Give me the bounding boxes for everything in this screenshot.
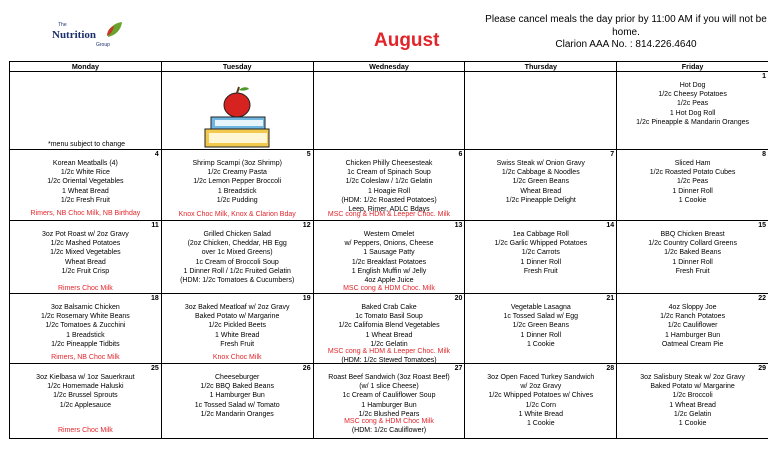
menu-item: 3oz Pot Roast w/ 2oz Gravy — [42, 231, 129, 238]
day-cell — [313, 72, 465, 150]
menu-item: 1/2c Cheesy Potatoes — [658, 91, 727, 99]
menu-item: 1 Wheat Bread — [62, 187, 109, 195]
menu-items — [10, 150, 161, 205]
menu-item: 1c Cream of Spinach Soup — [347, 169, 431, 177]
menu-item: Hot Dog — [679, 82, 706, 89]
menu-item: w/ 2oz Gravy — [520, 383, 562, 391]
milk-note: MSC cong & HDM Choc Milk — [344, 418, 434, 425]
day-cell — [313, 364, 465, 439]
menu-item: 1/2c Blushed Pears — [358, 410, 420, 418]
menu-item: 1/2c Cauliflower — [667, 322, 718, 330]
day-number: 25 — [151, 365, 159, 372]
menu-item: 1 Breadstick — [217, 187, 257, 195]
week-row — [10, 72, 768, 150]
menu-item: 1 English Muffin w/ Jelly — [351, 267, 427, 275]
menu-item: 1/2c Ranch Potatoes — [660, 313, 726, 321]
day-cell — [161, 294, 313, 364]
menu-item: 1 Wheat Bread — [669, 401, 716, 409]
day-cell — [465, 221, 617, 294]
day-number: 26 — [302, 365, 311, 372]
menu-item: Roast Beef Sandwich (3oz Roast Beef) — [328, 374, 450, 381]
menu-item: Grilled Chicken Salad — [203, 231, 271, 238]
menu-items — [10, 294, 161, 349]
menu-item: 1 White Bread — [518, 410, 563, 418]
milk-note: Rimers, NB Choc Milk, NB Birthday — [30, 210, 141, 217]
menu-item: 1/2c Gelatin — [673, 410, 712, 418]
day-cell — [617, 364, 768, 439]
menu-items — [10, 364, 161, 410]
menu-calendar — [9, 61, 768, 439]
menu-item: Baked Crab Cake — [361, 304, 417, 311]
day-cell — [10, 364, 162, 439]
menu-item: (HDM: 1/2c Tomatoes & Cucumbers) — [180, 277, 295, 285]
menu-item: 1/2c BBQ Baked Beans — [200, 383, 274, 391]
menu-item: BBQ Chicken Breast — [660, 231, 725, 238]
day-cell — [10, 294, 162, 364]
menu-item: 1/2c Carrots — [521, 249, 560, 257]
phone-number: Clarion AAA No. : 814.226.4640 — [555, 39, 697, 50]
menu-items — [162, 364, 313, 419]
milk-note: Rimers, NB Choc Milk — [51, 354, 120, 361]
menu-item: Leep, Rimer, ADLC Bdays — [348, 206, 430, 214]
day-cell — [10, 221, 162, 294]
menu-items — [314, 72, 465, 81]
day-number: 6 — [458, 151, 463, 158]
menu-item: (w/ 1 slice Cheese) — [359, 383, 419, 391]
menu-item: 1/2c Peas — [677, 100, 709, 108]
menu-item: 1/2c Rosemary White Beans — [41, 313, 130, 321]
menu-item: 1/2c Broccoli — [672, 392, 713, 400]
menu-item: Wheat Bread — [64, 258, 106, 266]
hdm-note: (HDM: 1/2c Cauliflower) — [351, 427, 427, 434]
menu-item: 1/2c Brussel Sprouts — [53, 392, 118, 400]
menu-item: 1/2c Green Beans — [512, 178, 569, 186]
menu-item: Baked Potato w/ Margarine — [194, 313, 280, 321]
day-cell — [161, 364, 313, 439]
week-row — [10, 150, 768, 221]
day-cell — [465, 364, 617, 439]
week-row — [10, 221, 768, 294]
menu-item: 3oz Salisbury Steak w/ 2oz Gravy — [640, 374, 745, 381]
menu-item: 1/2c Creamy Pasta — [207, 169, 267, 177]
menu-item: 1 Dinner Roll — [520, 331, 562, 339]
menu-items — [465, 364, 616, 428]
menu-item: 1c Tossed Salad w/ Tomato — [194, 401, 280, 409]
menu-item: 1 Wheat Bread — [365, 331, 413, 339]
menu-items — [465, 150, 616, 205]
menu-item: Shrimp Scampi (3oz Shrimp) — [192, 160, 282, 167]
menu-item: 4oz Apple Juice — [364, 277, 414, 285]
day-number: 19 — [302, 295, 311, 302]
day-cell — [617, 221, 768, 294]
menu-item: 1 Dinner Roll — [672, 187, 713, 195]
day-number: 20 — [454, 295, 463, 302]
week-row — [10, 364, 768, 439]
menu-item: 1/2c Roasted Potato Cubes — [649, 169, 736, 177]
menu-items — [10, 221, 161, 276]
menu-items — [314, 150, 465, 214]
menu-item: 1/2c Pudding — [216, 196, 258, 204]
menu-item: Swiss Steak w/ Onion Gravy — [496, 160, 585, 167]
nutrition-group-logo — [52, 22, 132, 50]
menu-item: 1 Hamburger Bun — [209, 392, 265, 400]
menu-item: 3oz Balsamic Chicken — [50, 304, 120, 311]
menu-item: 1/2c Mashed Potatoes — [50, 240, 121, 248]
milk-note: Knox Choc Milk, Knox & Clarion Bday — [178, 211, 296, 218]
day-cell — [313, 150, 465, 221]
milk-note: Rimers Choc Milk — [57, 427, 113, 434]
day-number: 13 — [454, 222, 463, 229]
menu-item: Sliced Ham — [674, 160, 711, 167]
menu-items — [465, 294, 616, 349]
menu-item: 1/2c Peas — [677, 178, 709, 186]
menu-item: 1c Tomato Basil Soup — [355, 313, 423, 321]
menu-item: 1 Sausage Patty — [363, 249, 415, 257]
menu-item: (2oz Chicken, Cheddar, HB Egg — [187, 240, 287, 248]
menu-item: Oatmeal Cream Pie — [661, 340, 724, 348]
milk-note: Knox Choc Milk — [212, 354, 262, 361]
day-cell — [465, 72, 617, 150]
hdm-note: (HDM: 1/2c Stewed Tomatoes) — [341, 357, 437, 364]
day-number: 5 — [306, 151, 311, 158]
day-number: 8 — [762, 151, 766, 158]
menu-item: 1/2c Pineapple & Mandarin Oranges — [636, 118, 750, 126]
menu-item: 1 Dinner Roll — [672, 258, 713, 266]
day-cell — [161, 221, 313, 294]
weekday-monday: Monday — [10, 62, 162, 72]
logo-the: The — [58, 22, 67, 28]
day-cell — [465, 150, 617, 221]
day-number: 22 — [758, 295, 766, 302]
menu-item: 1/2c Fresh Fruit — [60, 196, 110, 204]
menu-item: 1/2c Pineapple Delight — [505, 196, 576, 204]
menu-items — [314, 364, 465, 419]
day-number: 29 — [758, 365, 766, 372]
day-cell — [161, 150, 313, 221]
menu-item: 1/2c Pickled Beets — [208, 322, 266, 330]
menu-item: 1/2c Baked Beans — [664, 249, 721, 257]
weekday-friday: Friday — [617, 62, 768, 72]
menu-items — [162, 294, 313, 349]
day-number: 7 — [610, 151, 615, 158]
menu-subject-note: *menu subject to change — [48, 140, 126, 148]
menu-item: 1/2c Mixed Vegetables — [50, 249, 121, 257]
menu-item: 1 Cookie — [678, 420, 707, 428]
menu-items — [10, 72, 161, 81]
menu-item: Baked Potato w/ Margarine — [650, 383, 735, 391]
weekday-wednesday: Wednesday — [313, 62, 465, 72]
menu-item: Fresh Fruit — [675, 267, 710, 275]
menu-item: 1 Dinner Roll / 1/2c Fruited Gelatin — [183, 267, 291, 275]
menu-item: Wheat Bread — [520, 187, 562, 195]
day-cell — [617, 72, 768, 150]
menu-item: 1/2c Garlic Whipped Potatoes — [494, 240, 588, 248]
menu-items — [162, 221, 313, 285]
menu-item: w/ Peppers, Onions, Cheese — [344, 240, 434, 248]
menu-item: 1/2c Whipped Potatoes w/ Chives — [488, 392, 594, 400]
weekday-header-row — [10, 62, 768, 72]
menu-items — [465, 72, 616, 81]
weekday-tuesday: Tuesday — [161, 62, 313, 72]
notice-line-1: Please cancel meals the day prior by 11:00 AM if you will not be — [485, 14, 767, 25]
menu-item: 1/2c Fruit Crisp — [61, 267, 110, 275]
day-cell — [313, 221, 465, 294]
menu-item: over 1c Mixed Greens) — [201, 249, 273, 257]
day-number: 28 — [606, 365, 615, 372]
menu-items — [617, 294, 768, 349]
apple-books-icon — [203, 85, 271, 149]
day-cell — [617, 150, 768, 221]
leaf-icon — [104, 20, 124, 38]
menu-item: 1/2c White Rice — [60, 169, 110, 177]
menu-item: 1 Hamburger Bun — [664, 331, 721, 339]
menu-items — [314, 294, 465, 349]
menu-item: 1c Cream of Broccoli Soup — [195, 258, 279, 266]
menu-item: Chicken Philly Cheesesteak — [345, 160, 433, 167]
notice-line-2: home. — [612, 26, 640, 38]
milk-note: Rimers Choc Milk — [57, 285, 113, 292]
menu-item: Fresh Fruit — [220, 340, 255, 348]
menu-item: 1 White Bread — [215, 331, 260, 339]
menu-item: 1 Cookie — [526, 340, 555, 348]
menu-item: Vegetable Lasagna — [510, 304, 571, 311]
milk-note: MSC cong & HDM & Leeper Choc. Milk — [327, 211, 451, 218]
menu-item: 1/2c Applesauce — [59, 401, 112, 409]
menu-items — [617, 150, 768, 205]
menu-items — [162, 150, 313, 205]
menu-item: 1 Dinner Roll — [520, 258, 562, 266]
menu-item: 1 Cookie — [526, 420, 555, 428]
menu-item: 4oz Sloppy Joe — [668, 304, 717, 311]
logo-name: Nutrition — [52, 29, 96, 41]
menu-item: 1/2c Cabbage & Noodles — [501, 169, 580, 177]
menu-item: 1/2c Green Beans — [512, 322, 569, 330]
menu-items — [162, 72, 313, 149]
menu-item: 1/2c Pineapple Tidbits — [51, 340, 120, 348]
menu-item: 1/2c Lemon Pepper Broccoli — [193, 178, 282, 186]
menu-item: Fresh Fruit — [523, 267, 558, 275]
menu-item: 1/2c Tomatoes & Zucchini — [45, 322, 126, 330]
day-number: 14 — [606, 222, 615, 229]
menu-item: Cheeseburger — [215, 374, 260, 381]
day-number: 4 — [154, 151, 159, 158]
day-number: 15 — [758, 222, 766, 229]
menu-item: 1 Breadstick — [66, 331, 105, 339]
cancel-notice — [484, 14, 768, 52]
menu-item: 1/2c Corn — [525, 401, 556, 409]
menu-item: 1 Hoagie Roll — [367, 187, 410, 195]
day-number: 21 — [606, 295, 615, 302]
day-number: 1 — [762, 73, 766, 80]
day-number: 11 — [151, 222, 159, 229]
menu-item: 1c Cream of Cauliflower Soup — [342, 392, 436, 400]
weekday-thursday: Thursday — [465, 62, 617, 72]
menu-item: Korean Meatballs (4) — [52, 160, 118, 167]
menu-item: 1 Hamburger Bun — [361, 401, 417, 409]
menu-item: 1/2c Oriental Vegetables — [47, 178, 124, 186]
menu-items — [465, 221, 616, 276]
menu-item: 1/2c California Blend Vegetables — [338, 322, 440, 330]
menu-item: 1/2c Homemade Haluski — [47, 383, 124, 391]
logo-group: Group — [96, 42, 110, 48]
milk-note: MSC cong & HDM & Leeper Choc. Milk — [327, 348, 451, 355]
menu-item: 1/2c Mandarin Oranges — [200, 410, 274, 418]
day-number: 27 — [454, 365, 463, 372]
month-title: August — [374, 30, 440, 51]
day-cell — [313, 294, 465, 364]
menu-items — [617, 364, 768, 428]
menu-item: 1 Hot Dog Roll — [669, 109, 716, 117]
menu-items — [617, 221, 768, 276]
menu-item: (HDM: 1/2c Roasted Potatoes) — [341, 196, 437, 204]
menu-items — [617, 72, 768, 127]
milk-note: MSC cong & HDM Choc. Milk — [343, 285, 435, 292]
menu-item: 3oz Baked Meatloaf w/ 2oz Gravy — [184, 304, 290, 311]
week-row — [10, 294, 768, 364]
menu-item: 1/2c Coleslaw / 1/2c Gelatin — [345, 178, 433, 186]
menu-item: 1/2c Gelatin — [370, 340, 408, 348]
day-cell — [617, 294, 768, 364]
menu-item: 3oz Open Faced Turkey Sandwich — [487, 374, 595, 381]
day-cell — [161, 72, 313, 150]
menu-item: 1 Cookie — [678, 196, 707, 204]
menu-item: 1/2c Breakfast Potatoes — [351, 258, 427, 266]
day-cell — [10, 150, 162, 221]
day-number: 12 — [302, 222, 311, 229]
menu-item: 1c Tossed Salad w/ Egg — [503, 313, 579, 321]
menu-item: 3oz Kielbasa w/ 1oz Sauerkraut — [36, 374, 135, 381]
menu-items — [314, 221, 465, 285]
menu-item: 1ea Cabbage Roll — [512, 231, 569, 238]
day-number: 18 — [151, 295, 159, 302]
menu-item: Western Omelet — [363, 231, 415, 238]
menu-item: 1/2c Country Collard Greens — [648, 240, 737, 248]
day-cell — [465, 294, 617, 364]
day-cell — [10, 72, 162, 150]
